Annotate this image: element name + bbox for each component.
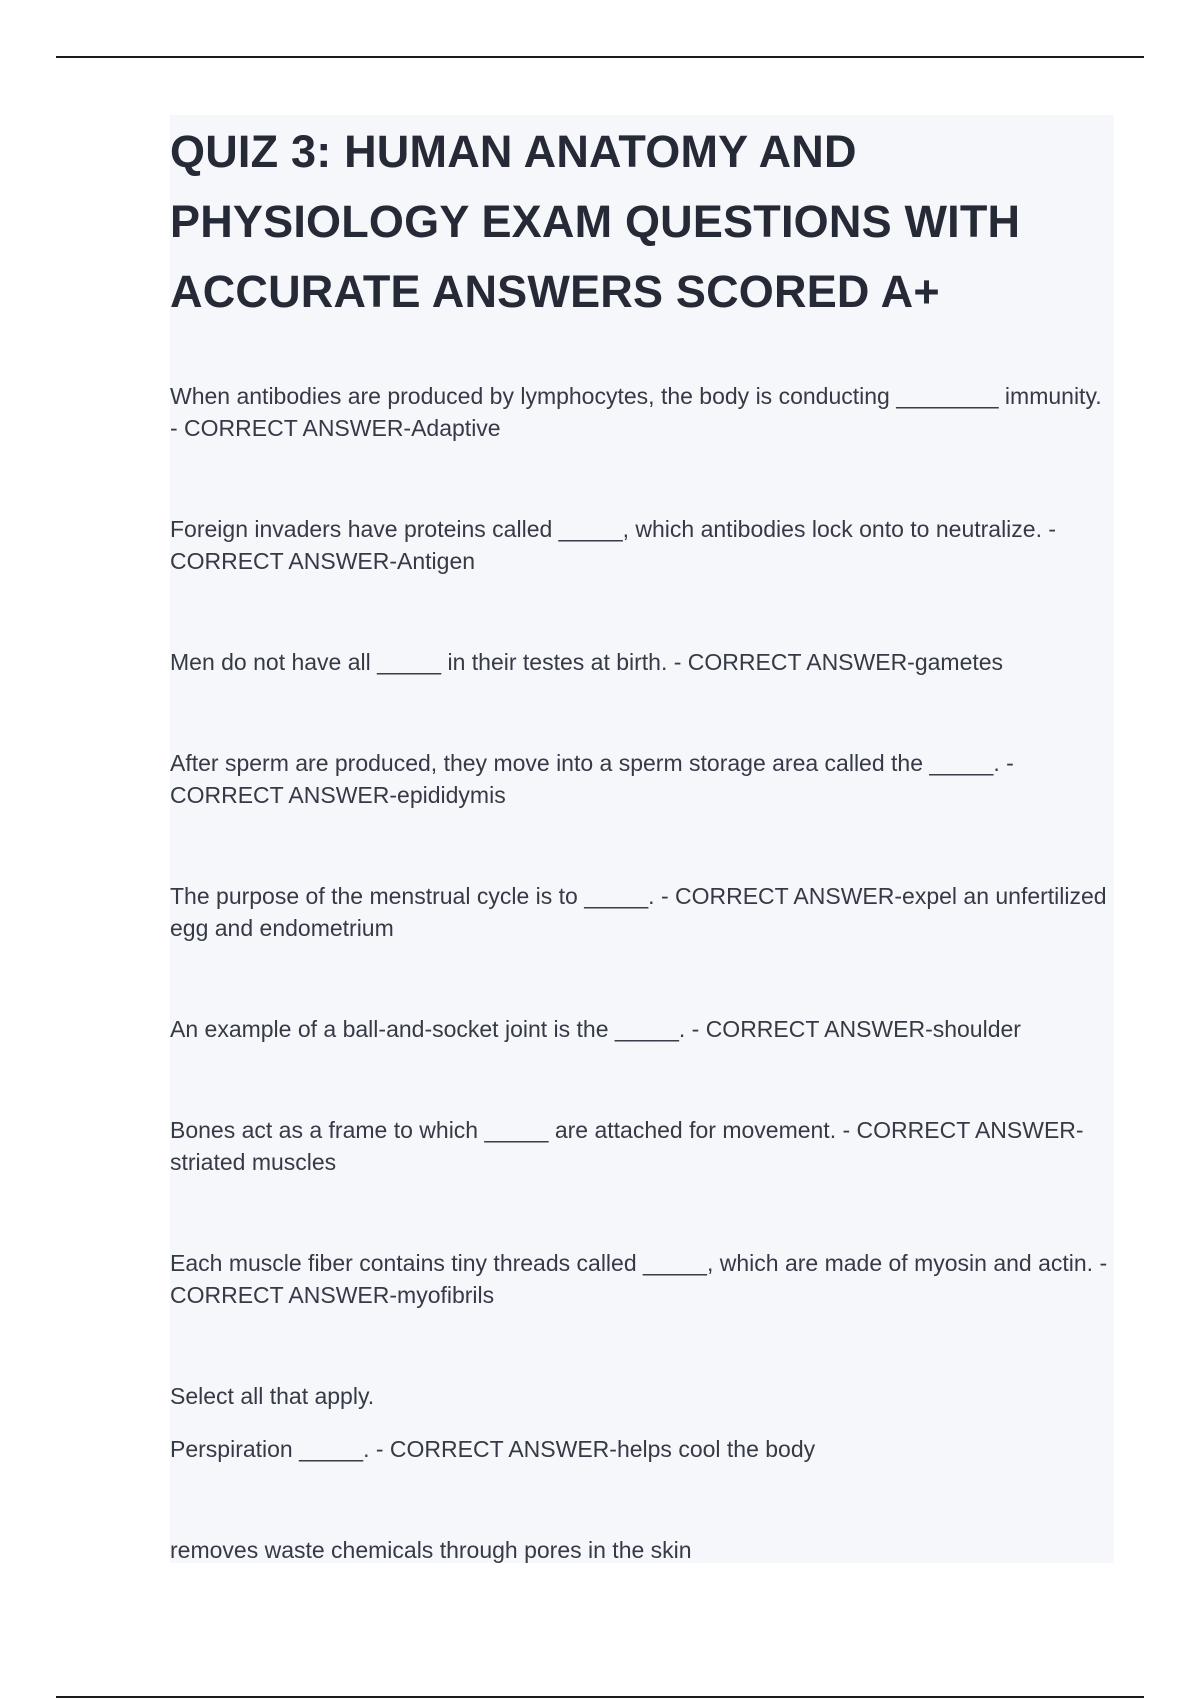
top-rule [56, 56, 1144, 58]
bottom-rule [56, 1696, 1144, 1698]
answer-option: removes waste chemicals through pores in the skin [170, 1537, 692, 1563]
question-6: An example of a ball-and-socket joint is the _____. - CORRECT ANSWER-shoulder [170, 1016, 1021, 1042]
question-1: When antibodies are produced by lymphocytes, the body is conducting ________ immunity. - CORRECT ANSWER-Adaptive [170, 383, 1109, 441]
question-8: Each muscle fiber contains tiny threads called _____, which are made of myosin and actin. - CORRECT ANSWER-myofibrils [170, 1250, 1114, 1308]
question-3: Men do not have all _____ in their testes at birth. - CORRECT ANSWER-gametes [170, 649, 1004, 675]
question-7: Bones act as a frame to which _____ are attached for movement. - CORRECT ANSWER-striated muscles [170, 1117, 1084, 1175]
document-title-line-1: QUIZ 3: HUMAN ANATOMY AND [170, 126, 857, 177]
select-all-instruction: Select all that apply. [170, 1383, 375, 1409]
question-5: The purpose of the menstrual cycle is to _____. - CORRECT ANSWER-expel an unfertilized egg and endometrium [170, 883, 1113, 941]
document-title-line-3: ACCURATE ANSWERS SCORED A+ [170, 266, 940, 317]
question-2: Foreign invaders have proteins called _____, which antibodies lock onto to neutralize. - CORRECT ANSWER-Antigen [170, 516, 1063, 574]
document-title-line-2: PHYSIOLOGY EXAM QUESTIONS WITH [170, 196, 1021, 247]
question-4: After sperm are produced, they move into a sperm storage area called the _____. - CORRECT ANSWER-epididymis [170, 750, 1021, 808]
document-body [170, 115, 1114, 1563]
question-9: Perspiration _____. - CORRECT ANSWER-helps cool the body [170, 1436, 816, 1462]
